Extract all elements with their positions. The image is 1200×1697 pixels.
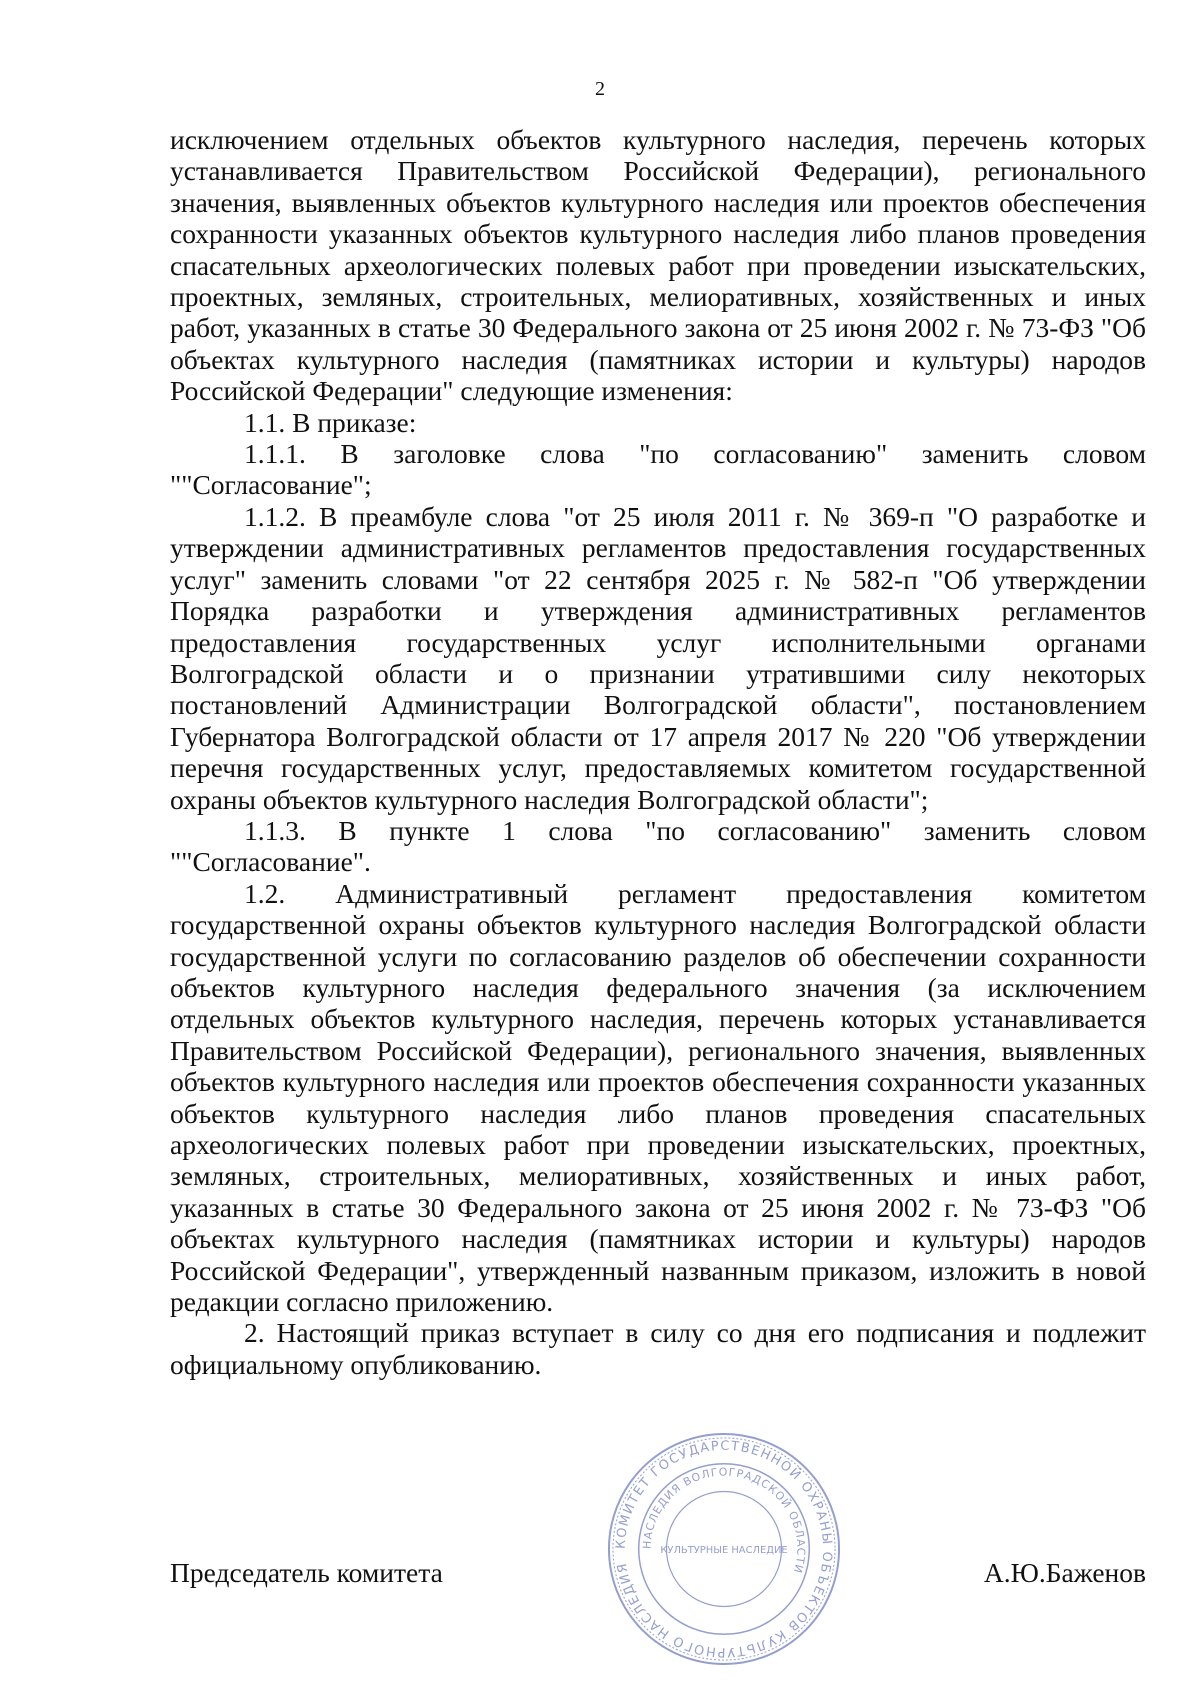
document-body — [170, 124, 1146, 1380]
paragraph-1-1-1: 1.1.1. В заголовке слова "по согласованию" заменить словом ""Согласование"; — [170, 438, 1146, 501]
signatory-name: А.Ю.Баженов — [983, 1557, 1146, 1588]
paragraph-1-1-3: 1.1.3. В пункте 1 слова "по согласованию" заменить словом ""Согласование". — [170, 814, 1146, 878]
page-number: 2 — [595, 78, 605, 100]
official-seal-stamp — [605, 1430, 843, 1668]
signatory-position: Председатель комитета — [170, 1557, 443, 1588]
paragraph-2: 2. Настоящий приказ вступает в силу со дня его подписания и подлежит официальному опубликованию. — [170, 1317, 1146, 1380]
stamp-outer-textpath: КОМИТЕТ ГОСУДАРСТВЕННОЙ ОХРАНЫ ОБЪЕКТОВ КУЛЬТУРНОГО НАСЛЕДИЯ — [613, 1438, 835, 1660]
paragraph-1-1: 1.1. В приказе: — [244, 406, 417, 438]
paragraph-1-2: 1.2. Административный регламент предоставления комитетом государственной охраны объектов культурного наследия Волгоградской области государственной услуги по согласованию разделов об обеспечении сохранности объектов культурного наследия федерального значения (за исключением отдельных объектов культурного наследия, перечень которых устанавливается Правительством Российской Федерации), регионального значения, выявленных объектов культурного наследия или проектов обеспечения сохранности указанных объектов культурного наследия либо планов проведения спасательных археологических полевых работ при проведении изыскательских, проектных, земляных, строительных, мелиоративных, хозяйственных и иных работ, указанных в статье 30 Федерального закона от 25 июня 2002 г. № 73-ФЗ "Об объектах культурного наследия (памятниках истории и культуры) народов Российской Федерации", утвержденный названным приказом, изложить в новой редакции согласно приложению. — [170, 877, 1146, 1318]
paragraph-continuation: исключением отдельных объектов культурного наследия, перечень которых устанавливается Правительством Российской Федерации), регионального значения, выявленных объектов культурного наследия или проектов обеспечения сохранности указанных объектов культурного наследия либо планов проведения спасательных археологических полевых работ при проведении изыскательских, проектных, земляных, строительных, мелиоративных, хозяйственных и иных работ, указанных в статье 30 Федерального закона от 25 июня 2002 г. № 73-ФЗ "Об объектах культурного наследия (памятниках истории и культуры) народов Российской Федерации" следующие изменения: — [170, 124, 1146, 407]
stamp-inner-textpath: НАСЛЕДИЯ ВОЛГОГРАДСКОЙ ОБЛАСТИ — [640, 1465, 808, 1576]
paragraph-1-1-2: 1.1.2. В преамбуле слова "от 25 июля 2011 г. № 369-п "О разработке и утверждении административных регламентов предоставления государственных услуг" заменить словами "от 22 сентября 2025 г. № 582-п "Об утверждении Порядка разработки и утверждения административных регламентов предоставления государственных услуг исполнительными органами Волгоградской области и о признании утратившими силу некоторых постановлений Администрации Волгоградской области", постановлением Губернатора Волгоградской области от 17 апреля 2017 № 220 "Об утверждении перечня государственных услуг, предоставляемых комитетом государственной охраны объектов культурного наследия Волгоградской области"; — [170, 500, 1146, 815]
stamp-center-text: КУЛЬТУРНЫЕ НАСЛЕДИЕ — [660, 1544, 788, 1556]
signature-block — [170, 1557, 1146, 1597]
